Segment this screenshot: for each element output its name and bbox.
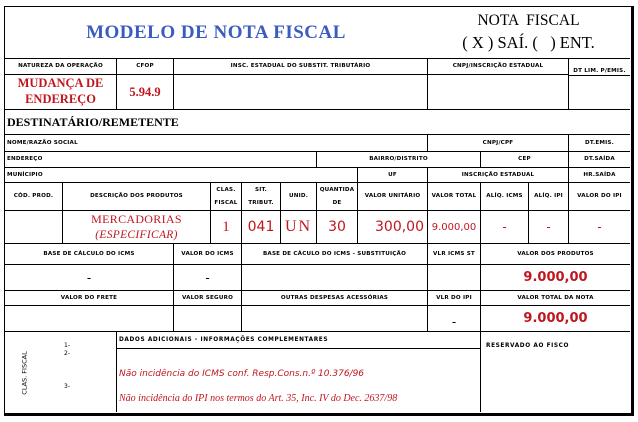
insc-subst-value-cell[interactable] xyxy=(173,75,427,109)
base-icms-value-cell[interactable] xyxy=(5,264,173,290)
clas-fiscal-section xyxy=(5,331,116,412)
row-clas-cell[interactable] xyxy=(210,210,241,243)
natureza-value-line1: MUDANÇA DE xyxy=(17,76,104,91)
cfop-label: CFOP xyxy=(136,63,154,70)
valor-frete-label-cell xyxy=(5,290,173,305)
col-valor-unit-label: VALOR UNITÁRIO xyxy=(364,193,421,200)
uf-label: UF xyxy=(388,171,397,178)
valor-total-nota-label: VALOR TOTAL DA NOTA xyxy=(517,294,594,301)
valor-ipi-value: - xyxy=(597,220,602,234)
dt-lim-value-cell[interactable] xyxy=(568,75,630,109)
dt-saida-label: DT.SAÍDA xyxy=(584,156,615,163)
sit-tribut-value: 041 xyxy=(247,219,275,235)
cfop-label-cell xyxy=(116,58,173,75)
valor-produtos-label-cell xyxy=(480,243,630,264)
item-number-2: 2- xyxy=(64,350,70,357)
vlr-ipi-label-cell xyxy=(427,290,480,305)
row-valor-total-cell[interactable] xyxy=(427,210,480,243)
clas-fiscal-vertical-label-wrap xyxy=(19,332,31,412)
base-icms-st-label-cell xyxy=(241,243,427,264)
col-sit-label-1: SIT. xyxy=(254,187,267,194)
col-descricao-label: DESCRIÇÃO DOS PRODUTOS xyxy=(90,193,183,200)
insc-estadual-label: INSCRIÇÃO ESTADUAL xyxy=(461,171,535,178)
base-icms-label-cell xyxy=(5,243,173,264)
unid-value: UN xyxy=(284,218,313,235)
dados-adicionais-title: DADOS ADICIONAIS - INFORMAÇÕES COMPLEMENTARES xyxy=(119,336,329,343)
col-header-valor-ipi xyxy=(568,182,630,210)
note-icms: Não incidência do ICMS conf. Resp.Cons.n.º 10.376/96 xyxy=(119,369,365,379)
nota-fiscal-label: NOTA FISCAL xyxy=(477,12,580,30)
col-header-cod xyxy=(5,182,62,210)
dados-adicionais-content[interactable] xyxy=(116,348,480,412)
col-header-valor-total xyxy=(427,182,480,210)
valor-total-value: 9.000,00 xyxy=(431,221,477,233)
insc-estadual-field[interactable] xyxy=(427,167,568,182)
row-qtd-cell[interactable] xyxy=(316,210,357,243)
valor-produtos-value: 9.000,00 xyxy=(523,270,588,285)
dados-adicionais-header xyxy=(116,331,480,348)
form-title-cell xyxy=(5,7,427,58)
municipio-label: MUNÍCIPIO xyxy=(7,171,43,178)
item-number-3: 3- xyxy=(64,383,70,390)
dt-saida-field[interactable] xyxy=(568,151,630,167)
col-valor-total-label: VALOR TOTAL xyxy=(431,193,477,200)
quantidade-value: 30 xyxy=(328,219,346,235)
outras-despesas-value-cell[interactable] xyxy=(241,305,427,331)
valor-total-nota-label-cell xyxy=(480,290,630,305)
nome-label: NOME/RAZÃO SOCIAL xyxy=(7,139,78,146)
col-valor-ipi-label: VALOR DO IPI xyxy=(577,193,622,200)
vlr-ipi-label: VLR DO IPI xyxy=(436,294,472,301)
valor-total-nota-value-cell[interactable] xyxy=(480,305,630,331)
destinatario-title: DESTINATÁRIO/REMETENTE xyxy=(7,114,179,129)
col-header-valor-unit xyxy=(357,182,427,210)
natureza-value-line2: ENDEREÇO xyxy=(25,92,96,106)
cnpj-insc-label: CNPJ/INSCRIÇÃO ESTADUAL xyxy=(452,63,544,70)
col-header-qtd xyxy=(316,182,357,210)
row-aliq-ipi-cell[interactable] xyxy=(528,210,568,243)
descricao-line1: MERCADORIAS xyxy=(91,211,182,226)
descricao-line2: (ESPECIFICAR) xyxy=(95,229,178,242)
col-clas-label-2: FISCAL xyxy=(214,199,238,206)
natureza-label-cell xyxy=(5,58,116,75)
col-header-descricao xyxy=(62,182,210,210)
cfop-value: 5.94.9 xyxy=(129,84,161,99)
col-qtd-label-1: QUANTIDA xyxy=(319,187,355,194)
aliq-ipi-value: - xyxy=(546,220,551,234)
col-header-sit xyxy=(241,182,280,210)
col-sit-label-2: TRIBUT. xyxy=(248,199,274,206)
bairro-label: BAIRRO/DISTRITO xyxy=(369,156,428,163)
reservado-fisco-label: RESERVADO AO FISCO xyxy=(486,343,570,349)
outras-despesas-label: OUTRAS DESPESAS ACESSÓRIAS xyxy=(280,294,389,301)
col-aliq-icms-label: ALÍQ. ICMS xyxy=(486,193,523,200)
valor-total-nota-value: 9.000,00 xyxy=(523,311,588,326)
operation-type: ( X ) SAÍ. ( ) ENT. xyxy=(462,33,595,53)
dt-emis-label: DT.EMIS. xyxy=(585,139,614,146)
row-valor-ipi-cell[interactable] xyxy=(568,210,630,243)
valor-icms-value-cell[interactable] xyxy=(173,264,241,290)
destinatario-section-header xyxy=(5,109,630,134)
valor-icms-label: VALOR DO ICMS xyxy=(181,250,234,257)
nome-field[interactable] xyxy=(5,134,427,151)
col-cod-label: CÓD. PROD. xyxy=(13,193,54,200)
col-clas-label-1: CLAS. xyxy=(216,187,236,194)
note-ipi: Não incidência do IPI nos termos do Art. 35, Inc. IV do Dec. 2637/98 xyxy=(119,393,398,404)
cep-label: CEP xyxy=(518,156,531,163)
clas-fiscal-value: 1 xyxy=(222,218,230,235)
endereco-field[interactable] xyxy=(5,151,316,167)
col-unid-label: UNID. xyxy=(288,193,309,200)
reservado-fisco-cell[interactable] xyxy=(480,331,630,412)
hr-saida-label: HR.SAÍDA xyxy=(583,171,616,178)
valor-seguro-label: VALOR SEGURO xyxy=(181,294,234,301)
vlr-icms-st-label-cell xyxy=(427,243,480,264)
item-number-1: 1- xyxy=(64,342,70,349)
insc-subst-label-cell xyxy=(173,58,427,75)
vlr-icms-st-value-cell[interactable] xyxy=(427,264,480,290)
valor-produtos-value-cell[interactable] xyxy=(480,264,630,290)
clas-fiscal-vertical-label: CLAS. FISCAL xyxy=(21,350,29,395)
vlr-icms-st-label: VLR ICMS ST xyxy=(433,250,475,257)
insc-subst-label: INSC. ESTADUAL DO SUBSTIT. TRIBUTÁRIO xyxy=(230,63,371,70)
bairro-field[interactable] xyxy=(316,151,480,167)
valor-icms-label-cell xyxy=(173,243,241,264)
municipio-field[interactable] xyxy=(5,167,357,182)
nota-fiscal-header xyxy=(427,7,630,58)
row-sit-cell[interactable] xyxy=(241,210,280,243)
dt-emis-field[interactable] xyxy=(568,134,630,151)
cep-field[interactable] xyxy=(480,151,568,167)
base-icms-st-value-cell[interactable] xyxy=(241,264,427,290)
valor-seguro-label-cell xyxy=(173,290,241,305)
valor-produtos-label: VALOR DOS PRODUTOS xyxy=(517,250,594,257)
base-icms-value: - xyxy=(86,270,92,285)
valor-seguro-value-cell[interactable] xyxy=(173,305,241,331)
valor-frete-value-cell[interactable] xyxy=(5,305,173,331)
uf-field[interactable] xyxy=(357,167,427,182)
dt-lim-label-cell xyxy=(568,58,630,75)
vlr-ipi-value: - xyxy=(451,314,457,329)
cnpj-cpf-field[interactable] xyxy=(427,134,568,151)
col-qtd-label-2: DE xyxy=(332,199,342,206)
row-valor-unit-cell[interactable] xyxy=(357,210,427,243)
cfop-value-cell[interactable] xyxy=(116,75,173,109)
valor-icms-value: - xyxy=(205,270,210,285)
cnpj-insc-label-cell xyxy=(427,58,568,75)
natureza-label: NATUREZA DA OPERAÇÃO xyxy=(18,63,103,70)
dt-lim-label: DT LIM. P/EMIS. xyxy=(573,67,626,74)
vlr-ipi-value-cell[interactable] xyxy=(427,305,480,331)
form-title: MODELO DE NOTA FISCAL xyxy=(86,21,346,43)
cnpj-cpf-label: CNPJ/CPF xyxy=(482,139,514,146)
endereco-label: ENDEREÇO xyxy=(7,156,43,163)
row-cod-cell[interactable] xyxy=(5,210,62,243)
col-header-unid xyxy=(280,182,316,210)
row-aliq-icms-cell[interactable] xyxy=(480,210,528,243)
valor-unitario-value: 300,00 xyxy=(375,219,424,235)
hr-saida-field[interactable] xyxy=(568,167,630,182)
col-header-clas xyxy=(210,182,241,210)
valor-frete-label: VALOR DO FRETE xyxy=(60,294,118,301)
row-unid-cell[interactable] xyxy=(280,210,316,243)
row-descricao-cell[interactable] xyxy=(62,210,210,243)
aliq-icms-value: - xyxy=(502,220,507,234)
base-icms-label: BASE DE CÁLCULO DO ICMS xyxy=(43,250,135,257)
col-header-aliq-ipi xyxy=(528,182,568,210)
base-icms-st-label: BASE DE CÁCULO DO ICMS - SUBSTITUIÇÃO xyxy=(262,250,407,257)
outras-despesas-label-cell xyxy=(241,290,427,305)
col-aliq-ipi-label: ALÍQ. IPI xyxy=(534,193,563,200)
cnpj-insc-value-cell[interactable] xyxy=(427,75,568,109)
col-header-aliq-icms xyxy=(480,182,528,210)
natureza-value-cell[interactable] xyxy=(5,75,116,109)
